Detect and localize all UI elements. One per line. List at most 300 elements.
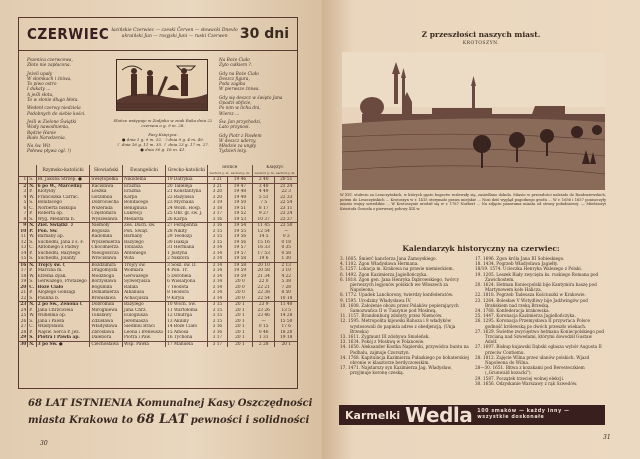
roman-catholic-saint: Ziel. Świątki ☽ (36, 223, 90, 229)
moonrise: 10 37 (252, 217, 275, 223)
evangelical-name: Wolmara (122, 268, 165, 274)
proverb: Na Boże Ciało Żyto całkiem ?. (219, 58, 253, 69)
moonset: 15 50 (275, 319, 297, 325)
day-number: 24 (20, 307, 27, 313)
sunset: 20 1 (228, 335, 253, 341)
weekday: P. (28, 251, 36, 257)
moonrise: 8 17 (252, 206, 275, 212)
moonrise: 23 26 (252, 308, 275, 314)
ad-line-1: 68 LAT ISTNIENIA Komunalnej Kasy Oszczędności (28, 398, 313, 409)
evangelical-name: Lukrecji (122, 211, 165, 217)
krotoszyn-engraving (342, 52, 605, 190)
slavic-name: Dragomysła (90, 268, 123, 274)
day-number: 15 (20, 256, 27, 261)
slavic-name: Tolisławy (90, 313, 123, 319)
sunset: 20 0 (228, 296, 253, 302)
history-entry: 13. 1634. Pokój z Moskwą w Polanowie. (340, 339, 425, 345)
slavic-name: Wyszesława (90, 217, 123, 223)
greek-catholic-name: 26 Karpa (166, 217, 208, 223)
sunrise: 3 17 (207, 211, 227, 217)
sunrise: 3 14 (207, 274, 227, 280)
evangelical-name: Jana Chrz. (122, 308, 165, 314)
history-entry: 25. 1447. Koronacja Kazimierza Jagiellończyka. (475, 313, 576, 319)
weekday: P. (28, 229, 36, 235)
moonset: 0 3 (275, 234, 297, 240)
ad-slogan (477, 409, 569, 421)
evangelical-name: Siedmiu Braci (122, 324, 165, 330)
evangelical-name: Zes. Duch. św. (122, 223, 165, 229)
history-entry: 9. 1595. Urodziny Władysława IV. (340, 297, 412, 303)
historical-calendar-title: Kalendarzyk historyczny na czerwiec: (402, 244, 560, 253)
roman-catholic-saint: Wyg. Medarda b. (36, 217, 90, 223)
rise-label: wschód g. m. (254, 170, 275, 175)
slavic-name: Radomiła (90, 234, 123, 240)
sunset: 19 50 (228, 200, 253, 206)
roman-catholic-saint: Klotyldy (36, 189, 90, 195)
moonset: 23 50 (275, 223, 297, 229)
day-number: 20 (20, 284, 27, 290)
evangelical-name: Achacjusza (122, 296, 165, 302)
evangelical-name: Piotra i Paw. (122, 335, 165, 341)
roman-catholic-saint: Suchedni, Jolanty (36, 256, 90, 262)
evangelical-name: Karpa (122, 195, 165, 201)
sunset: 19 59 (228, 274, 253, 280)
moon-label: Księżyc (266, 165, 284, 170)
greek-catholic-name: 20 Talleleja (166, 183, 208, 189)
proverb: Pszenica czerwcowa, Złoto nie zapłacona. (27, 58, 73, 69)
evangelical-name: Bonifacego (122, 200, 165, 206)
day-number: 5 (23, 200, 27, 205)
roman-catholic-saint: Pon. Św. (36, 229, 90, 235)
history-entry: 17. 1696. Zgon króla Jana III Sobieskiego. (475, 256, 565, 261)
header-evangelical: Ewangelicki (122, 165, 165, 177)
set-label: zachód g. m. (276, 170, 296, 175)
evangelical-name: Leona i Ireneusza (122, 330, 165, 336)
slavic-name: Bogumiła (90, 285, 123, 291)
history-entry: 23. 1264. Bolesław V Wstydliwy bije Jadźwingów pod Brańskiem nad rzeką Brzeską. (475, 297, 588, 308)
moonrise: 12 54 (252, 229, 275, 235)
day-number: 1 (23, 177, 27, 182)
slavic-name: Mirogniewa (90, 308, 123, 314)
slavic-name: Częstomira (90, 211, 123, 217)
woodcut-illustration (116, 59, 208, 111)
proverb: Na św. Wit Połowa pływa ogl. !) (27, 144, 71, 155)
sunrise: 3 14 (207, 262, 227, 268)
moonrise: 20 10 (252, 262, 275, 268)
slavic-name: Bożdzimira (90, 262, 123, 268)
history-entry: 4. 1102. Zgon Władysława Hermana. (340, 261, 419, 267)
moon-phase: ☾ dnia 16 g. 11 m. 35. ☾ dnia 23 g. 17 m. 27. (116, 142, 210, 147)
sun-label: Słońce (222, 165, 238, 170)
moonset: 22 33 (275, 195, 297, 201)
slavic-name: Zbrosława (90, 330, 123, 336)
moonrise: 4 49 (252, 189, 275, 195)
history-entry: 17. 1471. Najstarszy syn Kazimierza Jag. Władysław, przyjmuje koronę czeską. (340, 365, 452, 376)
sunset: 19 57 (228, 251, 253, 257)
roman-catholic-saint: Barnaby ap. (36, 234, 90, 240)
evangelical-name: Tobiasza (122, 245, 165, 251)
day-number: 12 (20, 239, 27, 245)
weekday: P. (28, 330, 36, 336)
roman-catholic-saint: Gerwazego, Protazego (36, 279, 90, 285)
day-number: 19 (20, 279, 27, 284)
moonset: 7 28 (275, 285, 297, 291)
days-count: 30 dni (239, 26, 289, 42)
moonset: 18 20 (275, 330, 297, 336)
rise-label: wschód g. m. (209, 170, 230, 175)
evangelical-name: Pon. Świąt. (122, 229, 165, 235)
page-number: 31 (603, 434, 611, 441)
greek-catholic-name: 10 Wsch. Św. (166, 302, 208, 308)
sunset: 19 57 (228, 245, 253, 251)
history-entry: 30. 1656. Odzyskanie Warszawy z rąk Szwedów. (475, 380, 578, 386)
history-entry: 14. 1768. Kapitulacja Kazimierza Pułaskiego po bohaterskiej obronie w klasztorze berdyczowskim. (340, 354, 469, 366)
roman-catholic-saint: Franciszka Carrac. (36, 195, 90, 201)
langs-line: ukraiński Jun — rosyjski Juni — ruski Czerwen (121, 34, 228, 39)
moonset: 17 6 (275, 324, 297, 330)
moonset: 0 35 (275, 245, 297, 251)
proverb: Gdy Piotr z Pawłem W deszcz uderzy, Młodzie za ungły Tydzień leży. (219, 133, 262, 155)
weekday: P. (28, 268, 36, 274)
header-roman-catholic: Rzymsko-katolicki (36, 165, 90, 177)
proverbs-left (27, 58, 107, 158)
greek-catholic-name: 4 Pon. Tr. (166, 268, 208, 274)
wedel-ad-banner (339, 405, 605, 425)
sunset: 19 51 (228, 206, 253, 212)
history-entry: 10. 1608. Założenie obozu przez Polaków popierających Samozwańca II w Tuszynie pod Moskwą. (340, 302, 459, 314)
moonrise: 15 16 (252, 240, 275, 246)
sunrise: 3 14 (207, 296, 227, 302)
roman-catholic-saint: Najśw. Serca P. Jez. (36, 330, 90, 336)
sunset: 20 1 (228, 330, 253, 336)
evangelical-name: Benignusa (122, 206, 165, 212)
proverb: Gdy na Boże Ciało Deszcz figura, Poda zagiba W pierwsze żniwa. (219, 71, 260, 93)
history-entry: 5. 1257. Lokacja m. Krakowa na prawie niemieckiem. (340, 266, 454, 272)
moonset: 0 58 (275, 251, 297, 257)
slavic-name: Dobromiła (90, 302, 123, 308)
sunset: 19 54 (228, 223, 253, 229)
evangelical-name: Wita (122, 256, 165, 262)
slogan-line: 100 smaków — każdy inny — (477, 409, 570, 414)
moonrise: — (252, 319, 275, 325)
greek-catholic-name: 28 Nikity (166, 229, 208, 235)
sunrise: 3 15 (207, 240, 227, 246)
slavic-name: Domamierza (90, 290, 123, 296)
proverb: Wedenł czerwy niedziela Podobnych do siebie kości. (27, 106, 86, 117)
day-number: 17 (20, 268, 27, 273)
weekday: Ś. (28, 319, 36, 325)
weekday: S. (28, 256, 36, 262)
slavic-name: Nieugoszcza (90, 251, 123, 257)
roman-catholic-saint: Wilhelma op. (36, 313, 90, 319)
moonset: 10 18 (275, 296, 297, 302)
greek-catholic-name: 22 Bazylissa (166, 195, 208, 201)
weekday: C. (28, 245, 36, 251)
greek-catholic-name: 8 Teodora (166, 290, 208, 296)
weekday: W. (29, 194, 35, 200)
greek-catholic-name: 24 Wozn. Hosp. (166, 206, 208, 212)
evangelical-name: Eulogiusza (122, 313, 165, 319)
slavic-name: Gotzimila (90, 195, 123, 201)
greek-catholic-name: 5 Dorofiela (166, 274, 208, 280)
sunset: 20 1 (228, 324, 253, 330)
history-entry: 8. 1772. Upadek Lanckorony, twierdzy konfederatów. (340, 292, 454, 298)
day-number: 23 (20, 302, 27, 307)
greek-catholic-name: 6 Wissarjona (166, 279, 208, 285)
greek-catholic-name: 12 Onufrija (166, 313, 208, 319)
history-entry: 27. 1629. Świetne zwycięstwo hetmana Koniecpolskiego pod Trzcianą nad Szwedami, którymi dowodził Gustaw Adolf. (475, 328, 605, 345)
day-number: 7 (23, 211, 27, 216)
greek-catholic-name: 21 Konstantyna (166, 189, 208, 195)
moonset: 20 1 (275, 341, 297, 347)
history-entry: 24. 1768. Konfederacja krakowska. (475, 308, 550, 314)
moonrise: 17 53 (252, 251, 275, 257)
greek-catholic-name: 14 Boże Ciało (166, 324, 208, 330)
history-entry: 29. 1587. Początek trzeciej wolnej elekcji. (475, 375, 565, 381)
history-entry: 13. 1611. Zygmunt III zdobywa Smoleńsk. (340, 334, 430, 340)
sunrise: 3 14 (207, 256, 227, 262)
moonset: 1 30 (275, 256, 297, 262)
moonrise: 3 40 (252, 183, 275, 189)
weekday: N. (29, 223, 35, 228)
roman-catholic-saint: Efrema dyak. (36, 274, 90, 280)
zodiac-info (111, 118, 215, 152)
sunrise: 3 21 (207, 177, 227, 184)
day-number: 16 (20, 262, 27, 268)
sunrise: 3 15 (207, 234, 227, 240)
sunset: 19 53 (228, 217, 253, 223)
greek-catholic-name: 31 Hermana (166, 245, 208, 251)
roman-catholic-saint: Jana Chrzciciela (36, 308, 90, 314)
day-number: 14 (20, 250, 27, 256)
proverb: Gdy się deszcz w święto Jana Opadzi obficie, Po nim w lichu dni, Wiersz ... (219, 95, 283, 117)
moonrise: 7 5 (252, 200, 275, 206)
calendar-frame (18, 17, 298, 389)
weekday: S. (28, 217, 36, 223)
ad-wedel-logo: Wedla (405, 403, 473, 427)
weekday: W. (29, 313, 35, 318)
engraving-caption: W XVI. stuleciu za Leszczyńskich, w których gęsto bogactw rozlewały się, zasiedlano dokoła. Miasto w przeszłości należało do Rozdrażewskich, potem do Leszczyńskich ... Krotoszyn w r. 1415 otrzymało prawa miejskie ... Nosi dziś wygląd pogodnego grodu ... W r. 1656 i 1657 poniszczyły miasto wojny szwedzkie ... W Krotoszynie urodził się w r. 1787 Norbert ... Na zdjęciu panorama miasta od strony południowej. — Miedzioryt Krisztofa Grouela z pierwszej połowy XIX w. (340, 193, 606, 211)
day-number: 27 (20, 324, 27, 329)
history-entry: 11. 1157. Brandenburg zdobyty przez Niemców. (340, 313, 443, 319)
proverbs-right (219, 58, 297, 158)
history-entry: 22. 1818. Pogrzeb Tadeusza Kościuszki w Krakowie. (475, 292, 586, 298)
roman-catholic-saint: Suchedni, Bazylego (36, 251, 90, 257)
header-greek-catholic: Grecko-katolicki (166, 165, 208, 177)
slavic-name: Dalebora (90, 335, 123, 341)
greek-catholic-name: 27 Ferapontia (166, 223, 208, 229)
moonrise: 16 33 (252, 245, 275, 251)
weekday: N. (29, 341, 35, 347)
moon-phases (111, 137, 215, 152)
evangelical-name: Bazylego (122, 240, 165, 246)
day-number: 26 (20, 318, 27, 324)
moonset: 4 22 (275, 274, 297, 280)
slavic-name: Chocimierza (90, 245, 123, 251)
weekday: Ś. (28, 240, 36, 246)
sunrise: 3 15 (207, 302, 227, 308)
moonset: 23 24 (275, 211, 297, 217)
moonrise: 14 5 (252, 234, 275, 240)
weekday: S. (28, 177, 36, 184)
roman-catholic-saint: Boże Ciało (36, 285, 90, 291)
greek-catholic-name: 13 Akiliny (166, 319, 208, 325)
history-entry: 27. 1697. Biskup kujawski Dąbski ogłasza wybór Augusta II przeciw Contiemu. (475, 344, 602, 355)
day-number: 18 (20, 273, 27, 279)
sunrise: 3 14 (207, 245, 227, 251)
sunset: 19 52 (228, 211, 253, 217)
zodiac-text: Słońce wstępuje w Zodjaku w znak Raka dnia 22 czerwca o g. 9 m. 28. (113, 118, 213, 128)
greek-catholic-name: 25 Obr. gł. św. J. (166, 211, 208, 217)
month-names-languages (109, 28, 240, 40)
greek-catholic-name: 3 Sosz. św. D. (166, 262, 208, 268)
day-number: 8 (23, 216, 27, 222)
page-number: 30 (40, 440, 48, 447)
history-entry: 19. 1205. Leszek Biały zwycięża ks. ruskiego Romana pod Zawichostem. (475, 271, 599, 282)
roman-catholic-saint: Roberta op. (36, 211, 90, 217)
moonrise: 22 21 (252, 285, 275, 291)
moonset: — (275, 229, 297, 235)
roman-catholic-saint: Antoniego z Padwy (36, 245, 90, 251)
weekday: Ś. (28, 200, 36, 206)
greek-catholic-name: 7 Teodota (166, 285, 208, 291)
weekday: C. (28, 206, 36, 212)
day-number: 30 (20, 341, 27, 347)
roman-catholic-saint: Piotra i Pawła ap. (36, 335, 90, 341)
ad-karmelki: Karmelki (345, 408, 401, 422)
day-number: 29 (20, 335, 27, 340)
day-number: 10 (20, 228, 27, 234)
evangelical-name: Medarda (122, 217, 165, 223)
moonset: 5 38 (275, 279, 297, 285)
slavic-name: Władysława (90, 324, 123, 330)
sunrise: 3 16 (207, 324, 227, 330)
weekday: N. (29, 302, 35, 307)
sunrise: 3 19 (207, 200, 227, 206)
roman-catholic-saint: Marcina m. (36, 268, 90, 274)
moonrise: 22 0 (252, 279, 275, 285)
slavic-name: Niemoły (90, 223, 123, 229)
weekday: W. (29, 234, 35, 239)
moonset: 2 13 (275, 262, 297, 268)
roman-catholic-saint: 2 po Św., Zenona ☾ (36, 302, 90, 308)
moonrise: 5 51 (252, 195, 275, 201)
greek-catholic-name: 23 Mychaila (166, 200, 208, 206)
evangelical-name: Erazma (122, 189, 165, 195)
history-entry: 18. 1434. Pogrzeb Władysława Jagiełły. (475, 261, 559, 267)
day-number: 11 (20, 234, 27, 239)
moonrise: 23 46 (252, 313, 275, 319)
slavic-name: Leszka (90, 189, 123, 195)
sunset: 20 1 (228, 308, 253, 314)
sunrise: 3 14 (207, 251, 227, 257)
moonrise: 22 54 (252, 296, 275, 302)
set-label: zachód g. m. (230, 170, 251, 175)
header-moon (252, 165, 297, 177)
greek-catholic-name: 29 Teodozji (166, 234, 208, 240)
history-entry: 28—30. 1651. Bitwa z kozakami pod Beresteczkiem („Grunwald kozacki"). (475, 365, 585, 376)
roman-catholic-saint: Bł. Jakóba Strzep. ● (36, 177, 90, 184)
moonrise: 20 58 (252, 268, 275, 274)
slavic-name: Bronisława (90, 296, 123, 302)
sunrise: 3 18 (207, 206, 227, 212)
roman-catholic-saint: Suchedni, Jana z s. F. (36, 240, 90, 246)
day-number: 2 (19, 183, 28, 189)
evangelical-name: Antoniego (122, 251, 165, 257)
evangelical-name: Trójcy św. (122, 262, 165, 268)
day-number: 28 (20, 329, 27, 335)
month-title: CZERWIEC (27, 25, 110, 43)
weekday: S. (28, 335, 36, 341)
calendar-table (19, 165, 297, 347)
day-number: 13 (20, 245, 27, 250)
moonset: 11 40 (275, 302, 297, 308)
roman-catholic-saint: Bonifacego (36, 200, 90, 206)
evangelical-name: Albanusa (122, 290, 165, 296)
slavic-name: Wyszemierza (90, 240, 123, 246)
sunset: 19 59 (228, 268, 253, 274)
evangelical-name: Jeremiasza (122, 319, 165, 325)
proverb: Jeśli w Zielone Świątki Wody nawodnienia, Będzie Hanie Biało Narodzenia. (27, 119, 77, 141)
weekday: W. (29, 273, 35, 279)
moon-phase: ● dnia 30 g. 16 m. 41. (140, 147, 186, 152)
sunset: 20 1 (228, 313, 253, 319)
sunset: 19 46 (228, 177, 253, 184)
sunset: 19 48 (228, 189, 253, 195)
greek-catholic-name: 16 Tychona (166, 335, 208, 341)
moonset: 0 18 (275, 240, 297, 246)
moonrise: 22 38 (252, 290, 275, 296)
weekday: P. (28, 308, 36, 314)
sunrise: 3 14 (207, 279, 227, 285)
history-entry: 28. 1812. Zajęcie Wilna przez ułanów polskich. Wjazd Napoleona do Wilna. (475, 354, 590, 366)
roman-catholic-saint: Trójcy św. ☾ (36, 262, 90, 268)
day-number: 25 (20, 313, 27, 318)
day-number: 4 (23, 194, 27, 200)
moonset: 3 10 (275, 268, 297, 274)
sunset: 20 0 (228, 279, 253, 285)
sunrise: 3 20 (207, 189, 227, 195)
slavic-name: Bogusza (90, 229, 123, 235)
moonrise: 2 40 (252, 177, 275, 184)
greek-catholic-name: 17 Manuela (166, 341, 208, 347)
greek-catholic-name: 2 Nikifora (166, 256, 208, 262)
moon-phase: ● dnia 1 g. 9 m. 52. ☽ dnia 9 g. 4 m. 49. (122, 137, 204, 142)
greek-catholic-name: 1 Justyna (166, 251, 208, 257)
weekday: Ś. (28, 279, 36, 285)
sunset: 19 58 (228, 256, 253, 262)
history-entry: 26. 1295. Koronacja Przemysława II przywraca Polsce godność królewską po dwóch przeszło wiekach. (475, 318, 590, 329)
sunrise: 3 16 (207, 330, 227, 336)
history-entry: 18/19. 1574. Ucieczka Henryka Walezego z Polski. (475, 266, 583, 272)
weekday: N. (29, 262, 35, 268)
sunrise: 3 15 (207, 229, 227, 235)
history-list-left (340, 256, 470, 376)
slavic-name: Racisława (90, 183, 123, 189)
sunrise: 3 15 (207, 319, 227, 325)
moonset: 14 28 (275, 313, 297, 319)
day-number: 22 (20, 295, 27, 301)
moonrise: 23 9 (252, 302, 275, 308)
evangelical-name: Erazma (122, 183, 165, 189)
moonset: 20 51 (275, 177, 297, 184)
roman-catholic-saint: 3 po Św. ● (36, 341, 90, 347)
evangelical-name: Sylwerjusza (122, 279, 165, 285)
roman-catholic-saint: Paulina b. (36, 296, 90, 302)
sunrise: 3 17 (207, 341, 227, 347)
section-subtitle: KROTOSZYN. (462, 41, 500, 46)
weekday: P. (28, 290, 36, 296)
